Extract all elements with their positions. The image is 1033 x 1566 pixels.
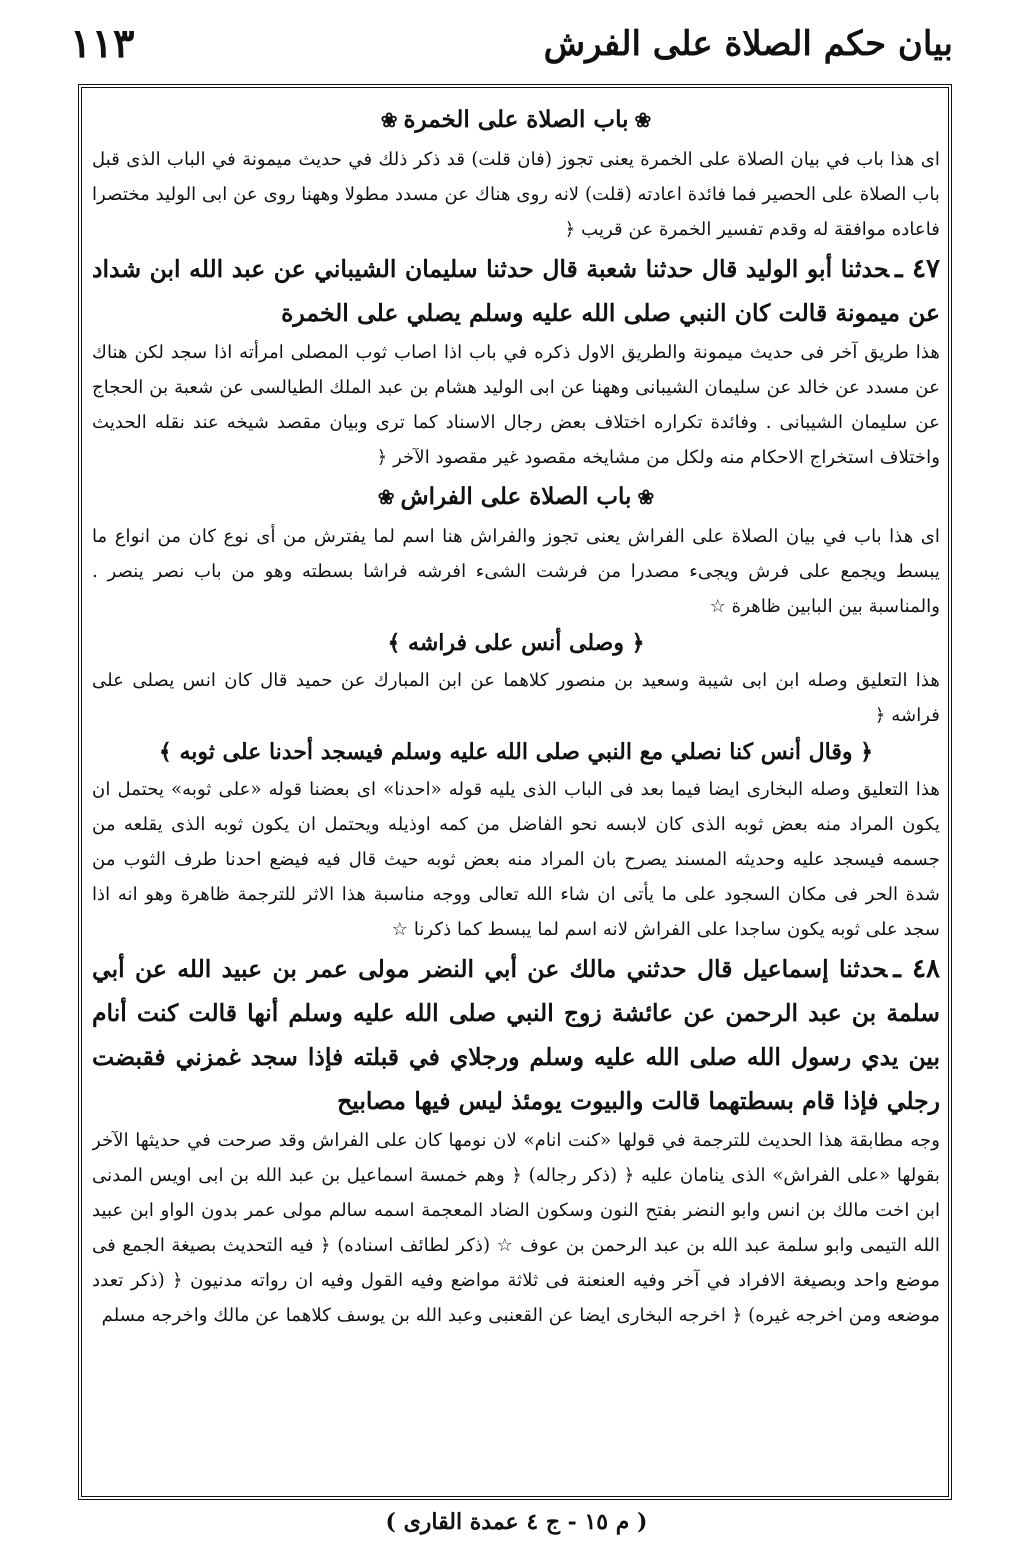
hadith-number: ٤٨ ـ: [893, 954, 940, 984]
ornament-icon: ❀: [637, 485, 655, 509]
commentary-paragraph: وجه مطابقة هذا الحديث للترجمة في قولها «كنت انام» لان نومها كان على الفراش وقد صرحت في حديثها الآخر بقولها «على الفراش» الذى ينامان عليه ﴿ (ذكر رجاله) ﴿ وهم خمسة اسماعيل بن عبد الله بن ابى اويس المدنى ابن اخت مالك بن انس وابو النضر بفتح النون وسكون الضاد المعجمة اسمه سالم مولى عمر بدون الواو ابن عبيد الله التيمى وابو سلمة عبد الله بن عبد الرحمن بن عوف ☆ (ذكر لطائف اسناده) ﴿ فيه التحديث بصيغة الجمع فى موضع واحد وبصيغة الافراد في آخر وفيه العنعنة فى ثلاثة مواضع وفيه القول وفيه ان رواته مدنيون ﴿ (ذكر تعدد موضعه ومن اخرجه غيره) ﴿ اخرجه البخارى ايضا عن القعنبى وعبد الله بن يوسف كلاهما عن مالك واخرجه مسلم: [92, 1130, 940, 1326]
running-title: بيان حكم الصلاة على الفرش: [543, 24, 953, 64]
quoted-report: ﴿ وقال أنس كنا نصلي مع النبي صلى الله عليه وسلم فيسجد أحدنا على ثوبه ﴾: [158, 739, 874, 765]
hadith-number: ٤٧ ـ: [895, 254, 940, 284]
main-text: [92, 98, 940, 1488]
hadith-text: ٤٧ ـحدثنا أبو الوليد قال حدثنا شعبة قال حدثنا سليمان الشيباني عن عبد الله ابن شداد عن ميمونة قالت كان النبي صلى الله عليه وسلم يصلي على الخمرة: [92, 254, 940, 327]
ornament-icon: ❀: [377, 485, 395, 509]
ornament-icon: ❀: [380, 108, 398, 132]
commentary-paragraph: هذا طريق آخر فى حديث ميمونة والطريق الاول ذكره في باب اذا اصاب ثوب المصلى امرأته اذا سجد لكن هناك عن مسدد عن خالد عن سليمان الشيبانى وههنا عن ابى الوليد هشام بن عبد الملك الطيالسى عن شعبة بن الحجاج عن سليمان الشيبانى . وفائدة تكراره اختلاف بعض رجال الاسناد كما ترى وبيان مقصد شيخه عند نقله الحديث واختلاف استخراج الاحكام منه ولكل من مشايخه مقصود غير مقصود الآخر ﴿: [92, 342, 940, 468]
chapter-heading: ❀باب الصلاة على الفراش❀: [92, 477, 940, 517]
chapter-heading: ❀باب الصلاة على الخمرة❀: [92, 100, 940, 140]
hadith-text: ٤٨ ـحدثنا إسماعيل قال حدثني مالك عن أبي النضر مولى عمر بن عبيد الله عن أبي سلمة بن عبد الرحمن عن عائشة زوج النبي صلى الله عليه وسلم أنها قالت كنت أنام بين يدي رسول الله صلى الله عليه وسلم ورجلاي في قبلته فإذا سجد غمزني فقبضت رجلي فإذا قام بسطتهما قالت والبيوت يومئذ ليس فيها مصابيح: [92, 954, 940, 1115]
commentary-paragraph: هذا التعليق وصله البخارى ايضا فيما بعد فى الباب الذى يليه قوله «احدنا» اى بعضنا قوله «على ثوبه» يحتمل ان يكون المراد منه بعض ثوبه الذى كان لابسه نحو الفاضل من كمه اوذيله ويحتمل ان يكون ثوبه الذى يقلعه من جسمه فيسجد عليه وحديثه المسند يصرح بان المراد منه بعض ثوبه حيث قال فيه فيضع احدنا طرف الثوب من شدة الحر فى مكان السجود على ما يأتى ان شاء الله تعالى ووجه مناسبة هذا الاثر للترجمة ظاهرة وهو انه اذا سجد على ثوبه يكون ساجدا على الفراش لانه اسم لما يبسط كما ذكرنا ☆: [92, 779, 940, 940]
running-header: [70, 18, 963, 70]
page-signature: ( م ١٥ - ج ٤ عمدة القارى ): [385, 1509, 648, 1535]
ornament-icon: ❀: [634, 108, 652, 132]
quoted-report: ﴿ وصلى أنس على فراشه ﴾: [387, 630, 645, 656]
commentary-paragraph: اى هذا باب في بيان الصلاة على الفراش يعنى تجوز والفراش هنا اسم لما يفترش من أى نوع كان من انواع ما يبسط ويجمع على فرش ويجىء مصدرا من فرشت الشىء افرشه فراشا بسطته وهو من باب نصر ينصر . والمناسبة بين البابين ظاهرة ☆: [92, 526, 940, 617]
commentary-paragraph: هذا التعليق وصله ابن ابى شيبة وسعيد بن منصور كلاهما عن ابن المبارك عن حميد قال كان انس يصلى على فراشه ﴿: [92, 670, 940, 726]
page-number: ١١٣: [70, 20, 135, 67]
commentary-paragraph: اى هذا باب في بيان الصلاة على الخمرة يعنى تجوز (فان قلت) قد ذكر ذلك في حديث ميمونة في الباب الذى قبل باب الصلاة على الحصير فما فائدة اعادته (قلت) لانه روى هناك عن مسدد مطولا وههنا روى عن ابى الوليد مختصرا فاعاده موافقة له وقدم تفسير الخمرة عن قريب ﴿: [92, 149, 940, 240]
